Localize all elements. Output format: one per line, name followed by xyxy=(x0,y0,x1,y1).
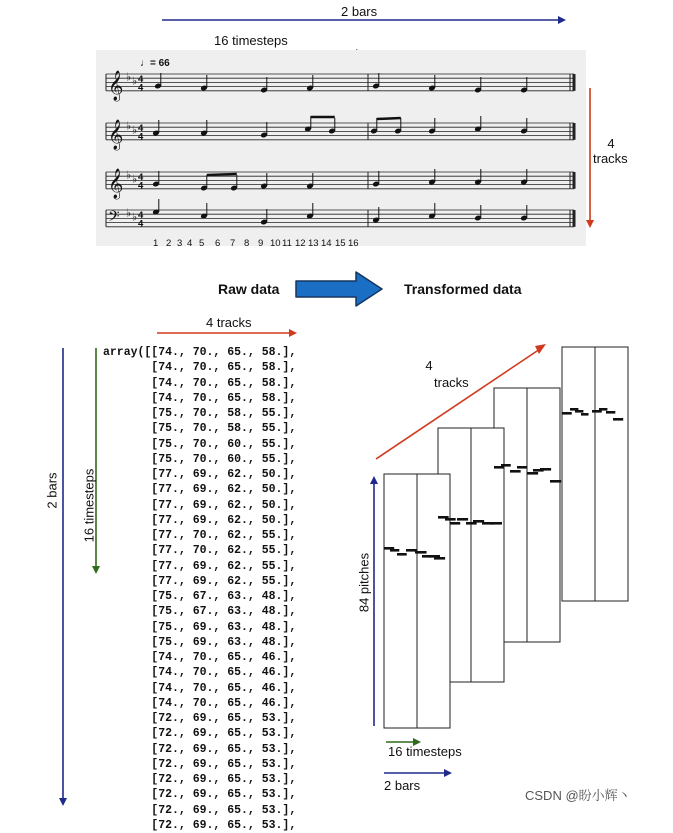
flat-icon: ♭ xyxy=(126,71,132,84)
tempo-marking: ♩= 66 xyxy=(140,58,170,69)
transform-arrow xyxy=(294,270,386,308)
step-number: 12 xyxy=(295,238,306,249)
pitch-mark xyxy=(517,466,527,469)
step-number: 4 xyxy=(187,238,193,249)
step-number: 1 xyxy=(153,238,159,249)
pitch-mark xyxy=(510,470,521,473)
array-row: [75., 70., 58., 55.], xyxy=(103,407,297,420)
flat-icon: ♭ xyxy=(126,207,132,220)
flat-icon: ♭ xyxy=(132,124,138,137)
pitch-mark xyxy=(613,418,623,421)
step-number: 10 xyxy=(270,238,281,249)
time-signature: 4 xyxy=(138,218,144,230)
step-number: 6 xyxy=(215,238,221,249)
step-number: 5 xyxy=(199,238,205,249)
array-bars-arrow xyxy=(56,346,70,810)
pitch-mark xyxy=(501,464,511,467)
pitch-mark xyxy=(540,468,551,471)
pitch-mark xyxy=(450,522,460,525)
array-row: [74., 70., 65., 46.], xyxy=(103,651,297,664)
tensor-blocks xyxy=(384,347,628,728)
array-row: [72., 69., 65., 53.], xyxy=(103,803,297,817)
array-row: [75., 70., 60., 55.], xyxy=(103,452,297,466)
step-number: 2 xyxy=(166,238,172,249)
pitch-mark xyxy=(415,551,427,554)
score-background xyxy=(96,50,586,246)
top-timesteps-label: 16 timesteps xyxy=(214,33,288,48)
array-row: [72., 69., 65., 53.], xyxy=(103,788,297,802)
array-row: [75., 67., 63., 48.], xyxy=(103,605,297,619)
array-row: [77., 69., 62., 50.], xyxy=(103,468,297,481)
array-row: [75., 70., 58., 55.], xyxy=(103,422,297,436)
flat-icon: ♭ xyxy=(126,169,132,182)
step-number: 14 xyxy=(321,238,332,249)
array-row: [77., 69., 62., 50.], xyxy=(103,498,297,512)
time-signature: 4 xyxy=(138,171,144,183)
tensor-bars-label: 2 bars xyxy=(384,778,421,793)
top-bars-label: 2 bars xyxy=(341,4,378,19)
pitch-mark xyxy=(434,557,445,560)
array-row: [77., 70., 62., 55.], xyxy=(103,544,297,558)
step-number: 13 xyxy=(308,238,319,249)
array-bars-label: 2 bars xyxy=(44,472,60,509)
array-row: [74., 70., 65., 46.], xyxy=(103,666,297,680)
treble-clef-icon: 𝄞 xyxy=(108,70,124,101)
step-number: 3 xyxy=(177,238,183,249)
array-row: [74., 70., 65., 58.], xyxy=(103,376,297,390)
array-row: [72., 69., 65., 53.], xyxy=(103,773,297,786)
time-signature: 4 xyxy=(138,180,144,192)
step-number: 7 xyxy=(230,238,236,249)
tensor-tracks-label-word: tracks xyxy=(434,375,469,390)
pitch-mark xyxy=(575,410,583,413)
array-row: [75., 67., 63., 48.], xyxy=(103,590,297,603)
array-row: [77., 69., 62., 55.], xyxy=(103,574,297,588)
time-signature: 4 xyxy=(138,73,144,85)
pitch-mark xyxy=(457,518,468,521)
time-signature: 4 xyxy=(138,82,144,94)
time-signature: 4 xyxy=(138,209,144,221)
step-number: 9 xyxy=(258,238,264,249)
pitch-mark xyxy=(550,480,561,483)
array-row: [77., 70., 62., 55.], xyxy=(103,529,297,542)
array-row: [75., 70., 60., 55.], xyxy=(103,437,297,451)
top-tracks-label-word: tracks xyxy=(593,151,628,166)
time-signature: 4 xyxy=(138,131,144,143)
top-tracks-label-num: 4 xyxy=(607,136,615,151)
treble-clef-icon: 𝄞 xyxy=(108,168,124,199)
step-number: 8 xyxy=(244,238,250,249)
watermark: CSDN @盼小辉丶 xyxy=(525,788,631,803)
step-number: 11 xyxy=(282,238,292,249)
time-signature: 4 xyxy=(138,122,144,134)
pitch-mark xyxy=(390,549,399,552)
treble-clef-icon: 𝄞 xyxy=(108,119,124,150)
tensor-bars-arrow xyxy=(382,768,456,778)
transformed-data-label: Transformed data xyxy=(404,281,522,297)
flat-icon: ♭ xyxy=(132,75,138,88)
array-code-block xyxy=(103,345,296,833)
top-bars-arrow xyxy=(160,14,570,26)
tensor-timesteps-label: 16 timesteps xyxy=(388,744,462,759)
array-row: [75., 69., 63., 48.], xyxy=(103,620,297,634)
array-row: array([[74., 70., 65., 58.], xyxy=(103,346,297,359)
array-row: [72., 69., 65., 53.], xyxy=(103,742,297,756)
beam xyxy=(207,174,237,175)
bass-clef-icon: 𝄢 xyxy=(108,207,120,229)
pitch-mark xyxy=(599,408,607,411)
tensor-tracks-label-num: 4 xyxy=(425,358,433,373)
array-row: [77., 69., 62., 50.], xyxy=(103,483,297,497)
array-row: [72., 69., 65., 53.], xyxy=(103,727,297,741)
tensor-diagram xyxy=(370,330,660,740)
array-row: [75., 69., 63., 48.], xyxy=(103,635,297,649)
pitch-mark xyxy=(562,412,572,415)
pitch-mark xyxy=(527,472,538,475)
beam xyxy=(377,118,401,119)
tensor-pitches-label: 84 pitches xyxy=(356,552,372,613)
array-row: [72., 69., 65., 53.], xyxy=(103,757,297,771)
array-row: [77., 69., 62., 55.], xyxy=(103,559,297,573)
array-row: [72., 69., 65., 53.], xyxy=(103,712,297,725)
array-row: [72., 69., 65., 53.], xyxy=(103,818,297,832)
pitch-mark xyxy=(606,411,615,414)
raw-data-label: Raw data xyxy=(218,281,280,297)
array-tracks-label: 4 tracks xyxy=(206,315,252,330)
flat-icon: ♭ xyxy=(132,211,138,224)
pitch-mark xyxy=(581,413,589,416)
array-row: [74., 70., 65., 58.], xyxy=(103,361,297,375)
pitch-mark xyxy=(445,518,456,521)
pitch-mark xyxy=(397,553,407,556)
array-row: [74., 70., 65., 46.], xyxy=(103,696,297,710)
flat-icon: ♭ xyxy=(126,120,132,133)
pitch-mark xyxy=(490,522,502,525)
array-timesteps-label: 16 timesteps xyxy=(81,468,97,543)
step-number: 15 xyxy=(335,238,346,249)
array-tracks-arrow xyxy=(155,327,301,339)
array-row: [74., 70., 65., 46.], xyxy=(103,681,297,695)
sheet-music-score xyxy=(96,50,586,248)
array-row: [77., 69., 62., 50.], xyxy=(103,513,297,527)
flat-icon: ♭ xyxy=(132,173,138,186)
step-number: 16 xyxy=(348,238,359,249)
array-row: [74., 70., 65., 58.], xyxy=(103,391,297,405)
